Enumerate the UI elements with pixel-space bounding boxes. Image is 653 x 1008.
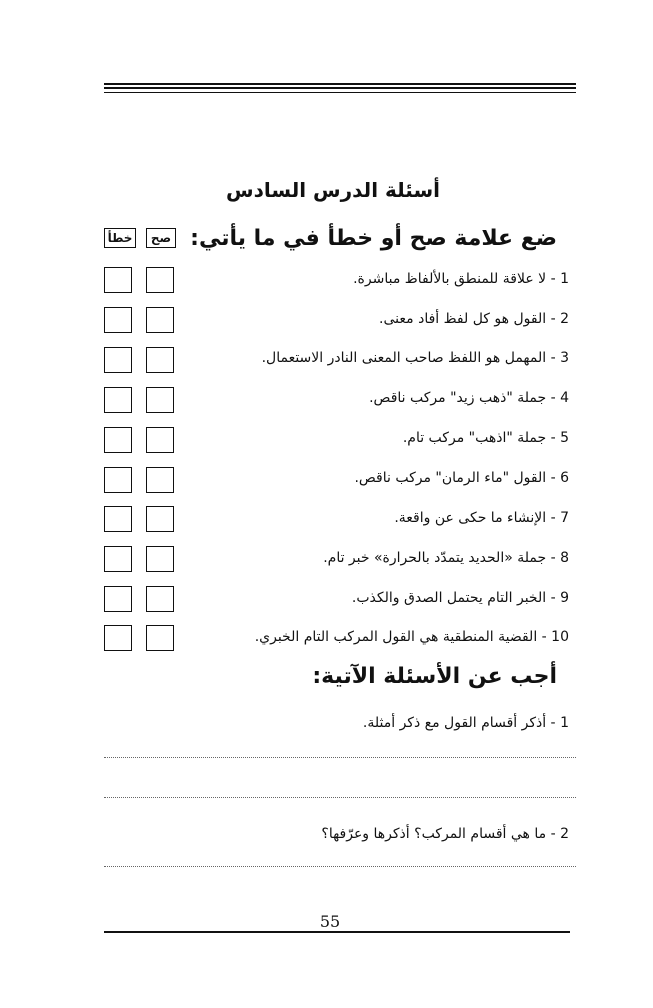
- question-10: 10 - القضية المنطقية هي القول المركب التام الخبري.: [254, 629, 569, 645]
- header-rule: [104, 92, 576, 93]
- true-checkbox[interactable]: [146, 307, 174, 333]
- question-6: 6 - القول "ماء الرمان" مركب ناقص.: [354, 470, 569, 486]
- question-3: 3 - المهمل هو اللفظ صاحب المعنى النادر الاستعمال.: [261, 350, 569, 366]
- false-checkbox[interactable]: [104, 586, 132, 612]
- true-checkbox[interactable]: [146, 267, 174, 293]
- answer-heading: أجب عن الأسئلة الآتية:: [312, 664, 557, 689]
- true-column-label: صح: [146, 228, 176, 248]
- page-number: 55: [319, 912, 341, 931]
- true-checkbox[interactable]: [146, 586, 174, 612]
- true-checkbox[interactable]: [146, 347, 174, 373]
- false-checkbox[interactable]: [104, 506, 132, 532]
- false-checkbox[interactable]: [104, 467, 132, 493]
- false-checkbox[interactable]: [104, 546, 132, 572]
- false-checkbox[interactable]: [104, 307, 132, 333]
- true-checkbox[interactable]: [146, 625, 174, 651]
- true-checkbox[interactable]: [146, 467, 174, 493]
- true-checkbox[interactable]: [146, 427, 174, 453]
- true-checkbox[interactable]: [146, 546, 174, 572]
- false-checkbox[interactable]: [104, 387, 132, 413]
- true-checkbox[interactable]: [146, 506, 174, 532]
- question-8: 8 - جملة «الحديد يتمدّد بالحرارة» خبر تام.: [323, 550, 569, 566]
- false-checkbox[interactable]: [104, 625, 132, 651]
- question-7: 7 - الإنشاء ما حكى عن واقعة.: [394, 510, 569, 526]
- answer-line[interactable]: [104, 866, 576, 867]
- footer-rule: [104, 931, 570, 933]
- answer-line[interactable]: [104, 757, 576, 758]
- question-5: 5 - جملة "اذهب" مركب تام.: [402, 430, 569, 446]
- lesson-title: أسئلة الدرس السادس: [225, 178, 440, 202]
- question-1: 1 - لا علاقة للمنطق بالألفاظ مباشرة.: [353, 271, 569, 287]
- question-2: 2 - القول هو كل لفظ أفاد معنى.: [379, 311, 569, 327]
- header-rule: [104, 87, 576, 89]
- open-question-2: 2 - ما هي أقسام المركب؟ أذكرها وعرّفها؟: [321, 826, 569, 842]
- false-checkbox[interactable]: [104, 427, 132, 453]
- header-rule: [104, 83, 576, 85]
- false-checkbox[interactable]: [104, 347, 132, 373]
- true-checkbox[interactable]: [146, 387, 174, 413]
- false-checkbox[interactable]: [104, 267, 132, 293]
- question-4: 4 - جملة "ذهب زيد" مركب ناقص.: [369, 390, 569, 406]
- false-column-label: خطأ: [104, 228, 136, 248]
- open-question-1: 1 - أذكر أقسام القول مع ذكر أمثلة.: [362, 715, 569, 731]
- question-9: 9 - الخبر التام يحتمل الصدق والكذب.: [351, 590, 569, 606]
- answer-line[interactable]: [104, 797, 576, 798]
- true-false-heading: ضع علامة صح أو خطأ في ما يأتي:: [190, 226, 557, 251]
